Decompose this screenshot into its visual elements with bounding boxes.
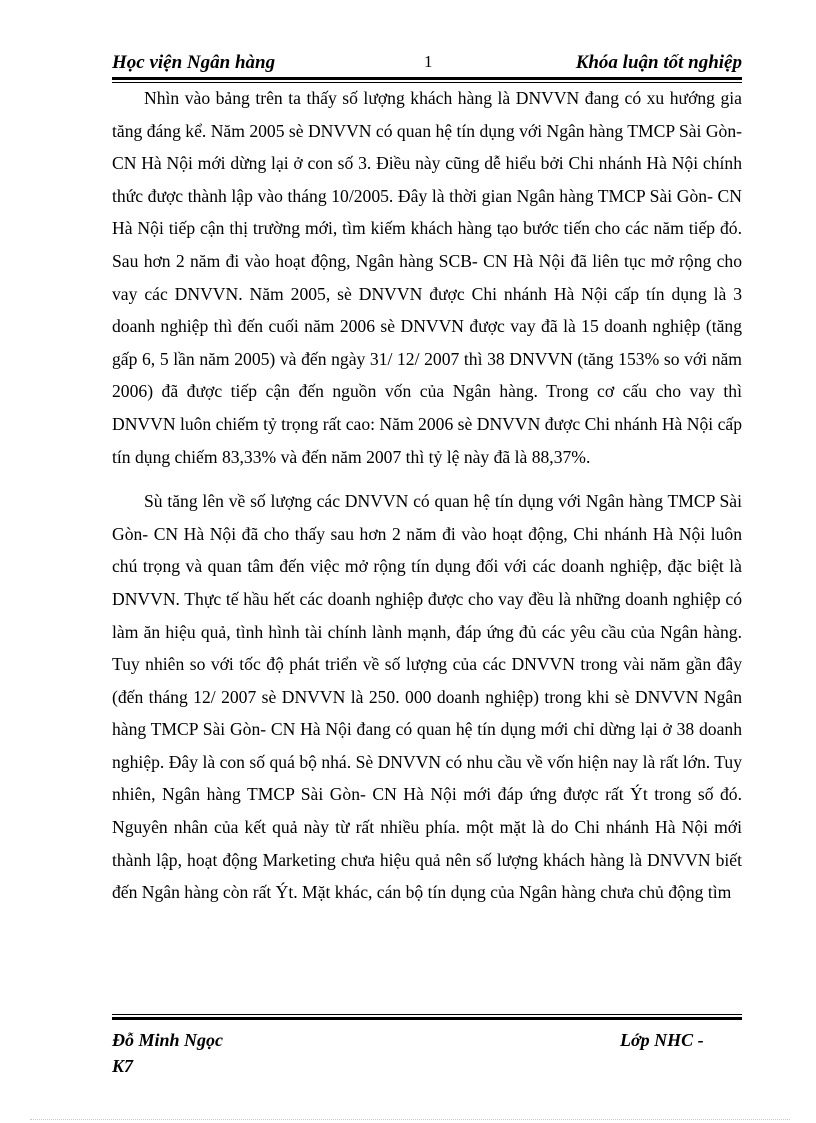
footer-author: Đỗ Minh Ngọc xyxy=(112,1030,224,1050)
page-edge-divider xyxy=(30,1119,790,1120)
header-doc-type: Khóa luận tốt nghiệp xyxy=(575,52,742,73)
footer-cohort: K7 xyxy=(112,1056,134,1076)
footer-rule-thick xyxy=(112,1017,742,1020)
footer-author-block xyxy=(112,1027,272,1079)
paragraph-2: Sù tăng lên về số lượng các DNVVN có quan hệ tín dụng với Ngân hàng TMCP Sài Gòn- CN Hà Nội đã cho thấy sau hơn 2 năm đi vào hoạt động, Chi nhánh Hà Nội luôn chú trọng và quan tâm đến việc mở rộng tín dụng đối với các doanh nghiệp, đặc biệt là DNVVN. Thực tế hầu hết các doanh nghiệp được cho vay đều là những doanh nghiệp có làm ăn hiệu quả, tình hình tài chính lành mạnh, đáp ứng đủ các yêu cầu của Ngân hàng. Tuy nhiên so với tốc độ phát triển về số lượng của các DNVVN trong vài năm gần đây (đến tháng 12/ 2007 sè DNVVN là 250. 000 doanh nghiệp) trong khi sè DNVVN Ngân hàng TMCP Sài Gòn- CN Hà Nội đang có quan hệ tín dụng mới chỉ dừng lại ở 38 doanh nghiệp. Đây là con số quá bộ nhá. Sè DNVVN có nhu cầu về vốn hiện nay là rất lớn. Tuy nhiên, Ngân hàng TMCP Sài Gòn- CN Hà Nội mới đáp ứng được rất Ýt trong số đó. Nguyên nhân của kết quả này từ rất nhiều phía. một mặt là do Chi nhánh Hà Nội mới thành lập, hoạt động Marketing chưa hiệu quả nên số lượng khách hàng là DNVVN biết đến Ngân hàng còn rất Ýt. Mặt khác, cán bộ tín dụng của Ngân hàng chưa chủ động tìm xyxy=(112,491,742,903)
footer-rule-thin xyxy=(112,1014,742,1015)
footer-class: Lớp NHC - xyxy=(620,1030,704,1050)
body-text xyxy=(112,82,742,921)
paragraph-1: Nhìn vào bảng trên ta thấy số lượng khách hàng là DNVVN đang có xu hướng gia tăng đáng kể. Năm 2005 sè DNVVN có quan hệ tín dụng với Ngân hàng TMCP Sài Gòn- CN Hà Nội mới dừng lại ở con số 3. Điều này cũng dễ hiểu bởi Chi nhánh Hà Nội chính thức được thành lập vào tháng 10/2005. Đây là thời gian Ngân hàng TMCP Sài Gòn- CN Hà Nội tiếp cận thị trường mới, tìm kiếm khách hàng tạo bước tiến cho các năm tiếp đó. Sau hơn 2 năm đi vào hoạt động, Ngân hàng SCB- CN Hà Nội đã liên tục mở rộng cho vay các DNVVN. Năm 2005, sè DNVVN được Chi nhánh Hà Nội cấp tín dụng là 3 doanh nghiệp thì đến cuối năm 2006 sè DNVVN được vay đã là 15 doanh nghiệp (tăng gấp 6, 5 lần năm 2005) và đến ngày 31/ 12/ 2007 thì 38 DNVVN (tăng 153% so với năm 2006) đã được tiếp cận đến nguồn vốn của Ngân hàng. Trong cơ cấu cho vay thì DNVVN luôn chiếm tỷ trọng rất cao: Năm 2006 sè DNVVN được Chi nhánh Hà Nội cấp tín dụng chiếm 83,33% và đến năm 2007 thì tỷ lệ này đã là 88,37%. xyxy=(112,88,742,467)
header-rule-thick xyxy=(112,77,742,80)
page-header xyxy=(112,52,742,76)
page-number: 1 xyxy=(424,52,433,71)
header-school: Học viện Ngân hàng xyxy=(112,52,276,73)
